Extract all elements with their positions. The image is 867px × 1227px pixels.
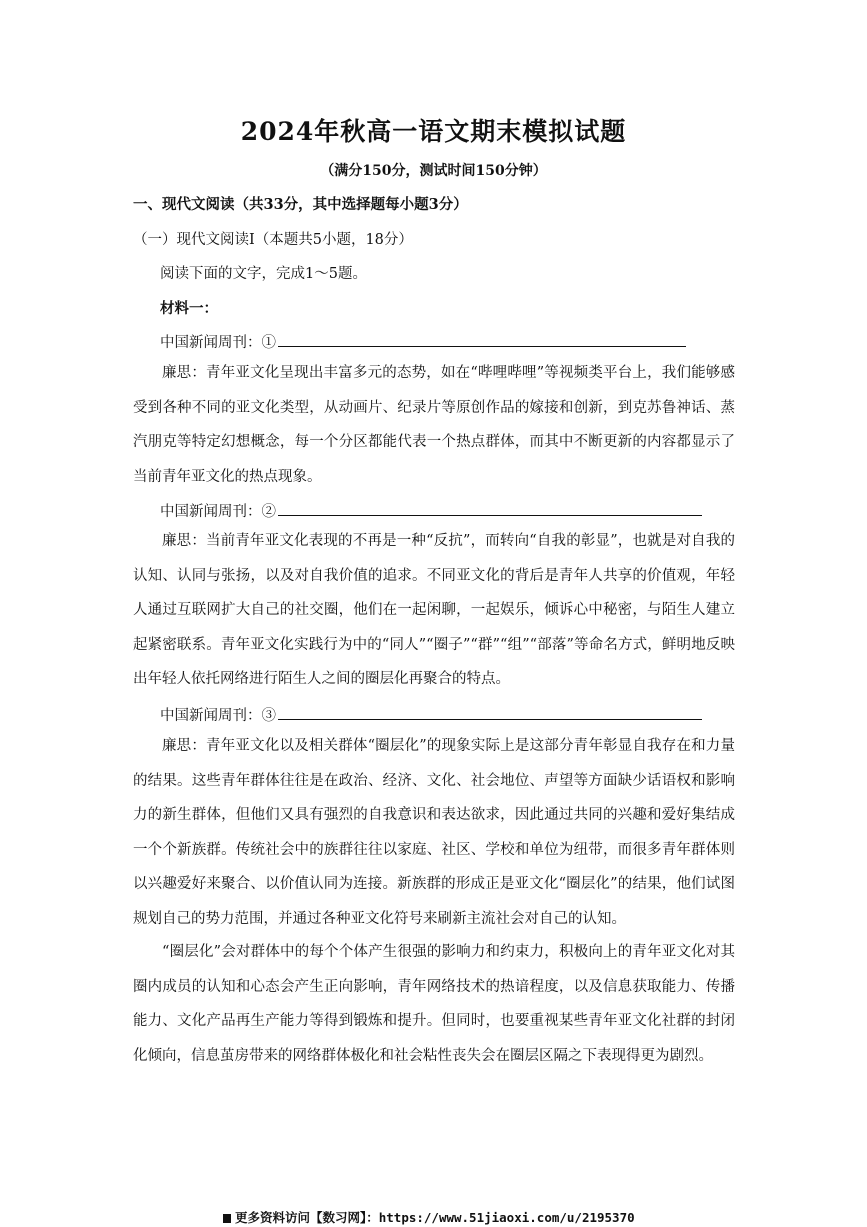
blank-line-3 <box>278 705 702 720</box>
answer-paragraph-4: “圈层化”会对群体中的每个个体产生很强的影响力和约束力，积极向上的青年亚文化对其圈内成员的认知和心态会产生正向影响，青年网络技术的热谙程度，以及信息获取能力、传播能力、文化产品再生产能力等得到锻炼和提升。但同时，也要重视某些青年亚文化社群的封闭化倾向，信息茧房带来的网络群体极化和社会粘性丧失会在圈层区隔之下表现得更为剧烈。 <box>133 944 735 1064</box>
page-subtitle: （满分150分，测试时间150分钟） <box>320 163 547 179</box>
flag-icon <box>223 1214 231 1223</box>
answer-paragraph-1: 廉思：青年亚文化呈现出丰富多元的态势，如在“哔哩哔哩”等视频类平台上，我们能够感受到各种不同的亚文化类型，从动画片、纪录片等原创作品的嫁接和创新，到克苏鲁神话、蒸汽朋克等特定幻想概念，每一个分区都能代表一个热点群体，而其中不断更新的内容都显示了当前青年亚文化的热点现象。 <box>133 365 735 485</box>
section-heading-2: （一）现代文阅读Ⅰ（本题共5小题，18分） <box>133 232 413 248</box>
section-heading-1: 一、现代文阅读（共33分，其中选择题每小题3分） <box>133 196 468 213</box>
page-title: 2024年秋高一语文期末模拟试题 <box>240 117 627 146</box>
question-line-3 <box>160 704 702 725</box>
question-line-1 <box>160 331 686 352</box>
instruction-text: 阅读下面的文字，完成1～5题。 <box>160 266 367 282</box>
question-line-2 <box>160 500 702 521</box>
question-label-2: 中国新闻周刊：② <box>160 504 276 520</box>
blank-line-2 <box>278 501 702 516</box>
answer-paragraph-2: 廉思：当前青年亚文化表现的不再是一种“反抗”，而转向“自我的彰显”，也就是对自我的认知、认同与张扬，以及对自我价值的追求。不同亚文化的背后是青年人共享的价值观，年轻人通过互联网扩大自己的社交圈，他们在一起闲聊，一起娱乐，倾诉心中秘密，与陌生人建立起紧密联系。青年亚文化实践行为中的“同人”“圈子”“群”“组”“部落”等命名方式，鲜明地反映出年轻人依托网络进行陌生人之间的圈层化再聚合的特点。 <box>133 533 735 687</box>
question-label-3: 中国新闻周刊：③ <box>160 708 276 724</box>
blank-line-1 <box>278 332 686 347</box>
material-label: 材料一： <box>160 300 218 317</box>
footer-link[interactable] <box>223 1208 635 1226</box>
footer-text: 更多资料访问【数习网】：https://www.51jiaoxi.com/u/2195370 <box>235 1210 635 1225</box>
answer-paragraph-3: 廉思：青年亚文化以及相关群体“圈层化”的现象实际上是这部分青年彰显自我存在和力量的结果。这些青年群体往往是在政治、经济、文化、社会地位、声望等方面缺少话语权和影响力的新生群体，但他们又具有强烈的自我意识和表达欲求，因此通过共同的兴趣和爱好集结成一个个新族群。传统社会中的族群往往以家庭、社区、学校和单位为纽带，而很多青年群体则以兴趣爱好来聚合、以价值认同为连接。新族群的形成正是亚文化“圈层化”的结果，他们试图规划自己的势力范围，并通过各种亚文化符号来刷新主流社会对自己的认知。 <box>133 738 735 927</box>
question-label-1: 中国新闻周刊：① <box>160 335 276 351</box>
